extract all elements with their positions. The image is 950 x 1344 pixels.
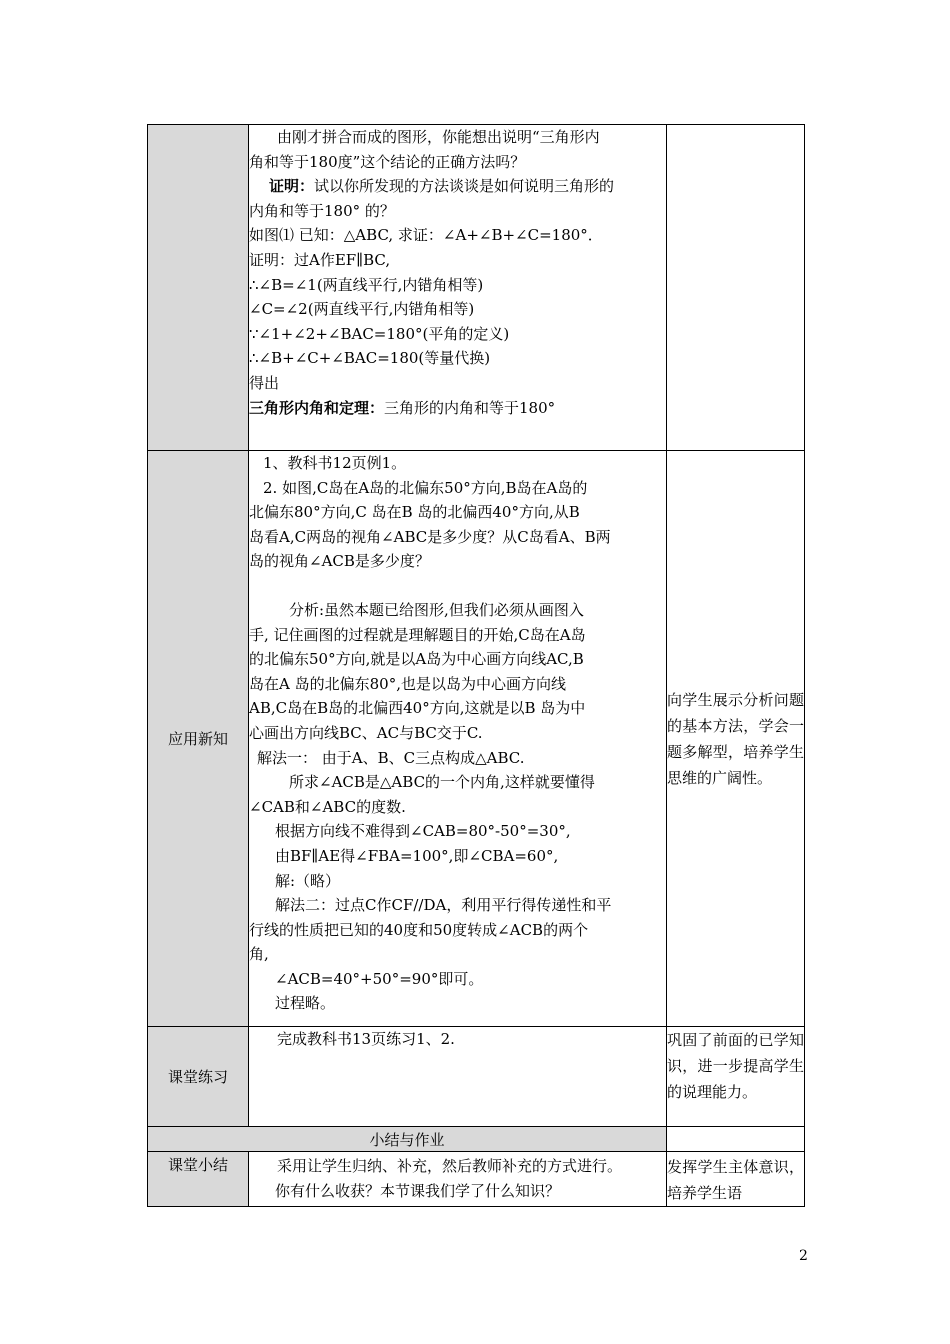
summary-header-row: [148, 1127, 805, 1152]
given-line: 如图⑴ 已知：△ABC, 求证：∠A+∠B+∠C=180°．: [249, 226, 603, 245]
text-line: 内角和等于180° 的？: [249, 201, 395, 220]
blank-line: [249, 574, 666, 598]
practice-note-text: 巩固了前面的已学知识，进一步提高学生的说理能力。: [667, 1031, 804, 1101]
practice-row: [148, 1027, 805, 1127]
proof-row: [148, 125, 805, 451]
proof-note: [667, 125, 805, 451]
proof-step: ∴∠B=∠1(两直线平行,内错角相等): [249, 275, 484, 294]
text-line: 岛看A,C两岛的视角∠ABC是多少度？从C岛看A、B两: [249, 527, 611, 546]
summary-row: [148, 1152, 805, 1207]
analysis-line: 岛在A 岛的北偏东80°,也是以岛为中心画方向线: [249, 674, 566, 693]
proof-step: ∴∠B+∠C+∠BAC=180(等量代换): [249, 349, 491, 368]
practice-text: 完成教科书13页练习1、2.: [277, 1030, 455, 1048]
summary-label: 课堂小结: [148, 1152, 249, 1207]
solution-line: 过程略。: [275, 994, 336, 1013]
theorem-text: 三角形的内角和等于180°: [384, 398, 556, 417]
proof-content: [249, 125, 667, 451]
proof-text: 试以你所发现的方法谈谈是如何说明三角形的: [314, 177, 615, 196]
application-note-text: 向学生展示分析问题的基本方法，学会一题多解型，培养学生思维的广阔性。: [667, 690, 804, 787]
proof-step: ∠C=∠2(两直线平行,内错角相等): [249, 300, 475, 319]
summary-header: 小结与作业: [148, 1127, 667, 1152]
application-label: 应用新知: [148, 451, 249, 1027]
analysis-line: 分析:虽然本题已给图形,但我们必须从画图入: [289, 600, 584, 619]
proof-step: 证明：过A作EF∥BC,: [249, 250, 391, 269]
proof-intro-line: [249, 174, 666, 199]
summary-note: [667, 1152, 805, 1207]
text-line: 角和等于180度”这个结论的正确方法吗？: [249, 152, 526, 171]
solution-line: 行线的性质把已知的40度和50度转成∠ACB的两个: [249, 920, 589, 939]
page-number: 2: [799, 1248, 808, 1264]
analysis-line: 的北偏东50°方向,就是以A岛为中心画方向线AC,B: [249, 650, 584, 669]
proof-step: ∵∠1+∠2+∠BAC=180°(平角的定义): [249, 324, 510, 343]
solution-line: 由BF∥AE得∠FBA=100°,即∠CBA=60°,: [275, 846, 559, 865]
solution-two-line: 解法二：过点C作CF//DA，利用平行得传递性和平: [275, 896, 612, 915]
text-line: 由刚才拼合而成的图形，你能想出说明“三角形内: [277, 128, 600, 146]
practice-content: [249, 1027, 667, 1127]
solution-line: ∠ACB=40°+50°=90°即可。: [275, 969, 484, 988]
solution-line: 根据方向线不难得到∠CAB=80°-50°=30°,: [275, 822, 571, 841]
summary-line: 采用让学生归纳、补充，然后教师补充的方式进行。: [277, 1157, 623, 1175]
solution-line: 所求∠ACB是△ABC的一个内角,这样就要懂得: [289, 773, 595, 792]
analysis-line: AB,C岛在B岛的北偏西40°方向,这就是以B 岛为中: [249, 699, 586, 718]
text-line: 2. 如图,C岛在A岛的北偏东50°方向,B岛在A岛的: [263, 478, 588, 497]
summary-note-text: 发挥学生主体意识，培养学生语: [667, 1158, 804, 1202]
application-row: [148, 451, 805, 1027]
text-line: 北偏东80°方向,C 岛在B 岛的北偏西40°方向,从B: [249, 503, 580, 522]
proof-label: 证明：: [269, 177, 315, 196]
text-line: 岛的视角∠ACB是多少度？: [249, 552, 430, 571]
solution-line: 解:（略）: [275, 871, 341, 890]
solution-line: 角,: [249, 945, 269, 964]
lesson-plan-table: [147, 124, 805, 1207]
practice-label: 课堂练习: [148, 1027, 249, 1127]
proof-row-label: [148, 125, 249, 451]
summary-header-note: [667, 1127, 805, 1152]
proof-step: 得出: [249, 373, 280, 392]
theorem-line: [249, 396, 666, 421]
analysis-line: 手, 记住画图的过程就是理解题目的开始,C岛在A岛: [249, 625, 586, 644]
solution-one-line: 解法一： 由于A、B、C三点构成△ABC.: [257, 748, 525, 767]
solution-line: ∠CAB和∠ABC的度数.: [249, 797, 406, 816]
practice-note: [667, 1027, 805, 1127]
summary-line: 你有什么收获？本节课我们学了什么知识？: [275, 1181, 561, 1200]
theorem-label: 三角形内角和定理：: [249, 398, 385, 417]
summary-content: [249, 1152, 667, 1207]
application-content: [249, 451, 667, 1027]
text-line: 1、教科书12页例1。: [263, 454, 407, 472]
analysis-line: 心画出方向线BC、AC与BC交于C.: [249, 723, 483, 742]
application-note: [667, 451, 805, 1027]
